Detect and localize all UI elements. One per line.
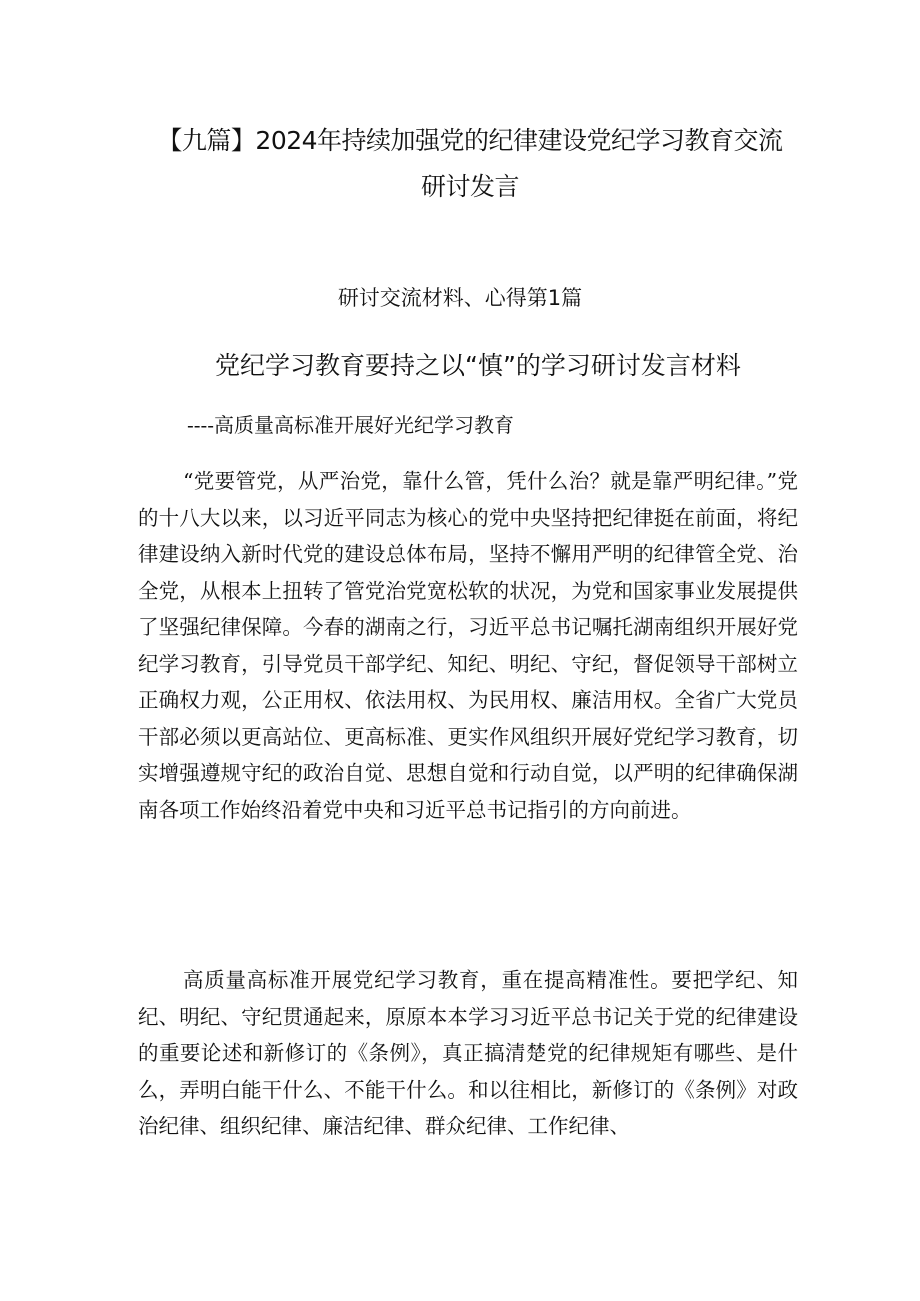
body-paragraph: “党要管党，从严治党，靠什么管，凭什么治？就是靠严明纪律。”党的十八大以来，以习近平同志为核心的党中央坚持把纪律挺在前面，将纪律建设纳入新时代党的建设总体布局，坚持不懈用严明的纪律管全党、治全党，从根本上扭转了管党治党宽松软的状况，为党和国家事业发展提供了坚强纪律保障。今春的湖南之行，习近平总书记嘱托湖南组织开展好党纪学习教育，引导党员干部学纪、知纪、明纪、守纪，督促领导干部树立正确权力观，公正用权、依法用权、为民用权、廉洁用权。全省广大党员干部必须以更高站位、更高标准、更实作风组织开展好党纪学习教育，切实增强遵规守纪的政治自觉、思想自觉和行动自觉，以严明的纪律确保湖南各项工作始终沿着党中央和习近平总书记指引的方向前进。 [138,469,798,822]
body-paragraph: 高质量高标准开展党纪学习教育，重在提高精准性。要把学纪、知纪、明纪、守纪贯通起来，原原本本学习习近平总书记关于党的纪律建设的重要论述和新修订的《条例》，真正搞清楚党的纪律规矩有哪些、是什么，弄明白能干什么、不能干什么。和以往相比，新修订的《条例》对政治纪律、组织纪律、廉洁纪律、群众纪律、工作纪律、 [138,968,798,1138]
article-title: 党纪学习教育要持之以“慎”的学习研讨发言材料 [215,351,741,380]
document-title: 【九篇】2024年持续加强党的纪律建设党纪学习教育交流研讨发言 [157,126,783,201]
section-heading: 研讨交流材料、心得第1篇 [337,286,583,310]
article-tagline: ----高质量高标准开展好光纪学习教育 [187,413,515,437]
